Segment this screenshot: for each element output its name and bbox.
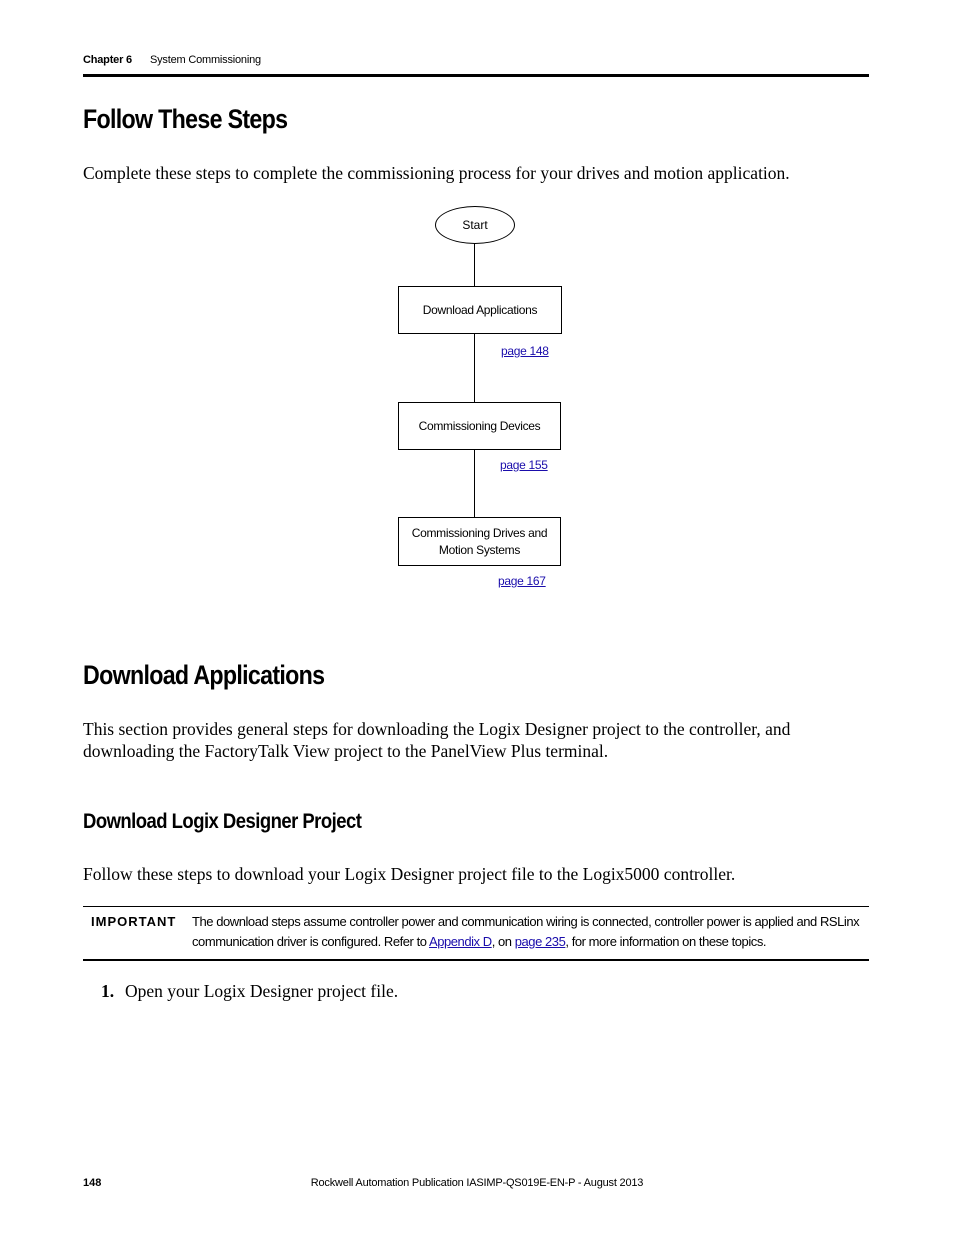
flow-link-page-155[interactable]: page 155 [500, 458, 548, 472]
important-rule-top [83, 906, 869, 907]
follow-steps-heading: Follow These Steps [83, 104, 288, 134]
flow-connector [474, 449, 475, 518]
download-logix-heading: Download Logix Designer Project [83, 810, 362, 833]
important-rule-bottom [83, 959, 869, 961]
important-label: IMPORTANT [91, 914, 177, 929]
download-applications-intro: This section provides general steps for downloading the Logix Designer project to the controller, and downloading the FactoryTalk View project to the PanelView Plus terminal. [83, 719, 791, 761]
page-235-link[interactable]: page 235 [514, 934, 566, 949]
flow-link-page-148[interactable]: page 148 [501, 344, 549, 358]
flow-step-download-applications: Download Applications [398, 286, 562, 334]
important-text [192, 912, 862, 952]
flow-start: Start [435, 206, 515, 244]
chapter-title: System Commissioning [150, 54, 261, 66]
flow-link-page-167[interactable]: page 167 [498, 574, 546, 588]
page-number: 148 [83, 1177, 102, 1189]
important-text-before: The download steps assume controller power and communication wiring is connected, controller power is applied and RSLinx communication driver is configured. Refer to [192, 914, 860, 949]
flow-connector [474, 243, 475, 287]
header-rule [83, 74, 869, 77]
flow-step-commissioning-devices: Commissioning Devices [398, 402, 561, 450]
flow-connector [474, 333, 475, 403]
important-text-mid: , on [491, 934, 515, 949]
follow-steps-intro: Complete these steps to complete the commissioning process for your drives and motion application. [83, 163, 790, 183]
step-text: Open your Logix Designer project file. [125, 981, 399, 1001]
chapter-label: Chapter 6 [83, 54, 132, 66]
appendix-d-link[interactable]: Appendix D [428, 934, 492, 949]
step-number: 1. [101, 981, 115, 1001]
download-applications-heading: Download Applications [83, 660, 325, 690]
publication-info: Rockwell Automation Publication IASIMP-QS019E-EN-P - August 2013 [310, 1177, 644, 1189]
flow-step-commissioning-drives: Commissioning Drives and Motion Systems [398, 517, 561, 566]
download-logix-intro: Follow these steps to download your Logix Designer project file to the Logix5000 controller. [83, 864, 736, 884]
important-text-after: , for more information on these topics. [565, 934, 767, 949]
